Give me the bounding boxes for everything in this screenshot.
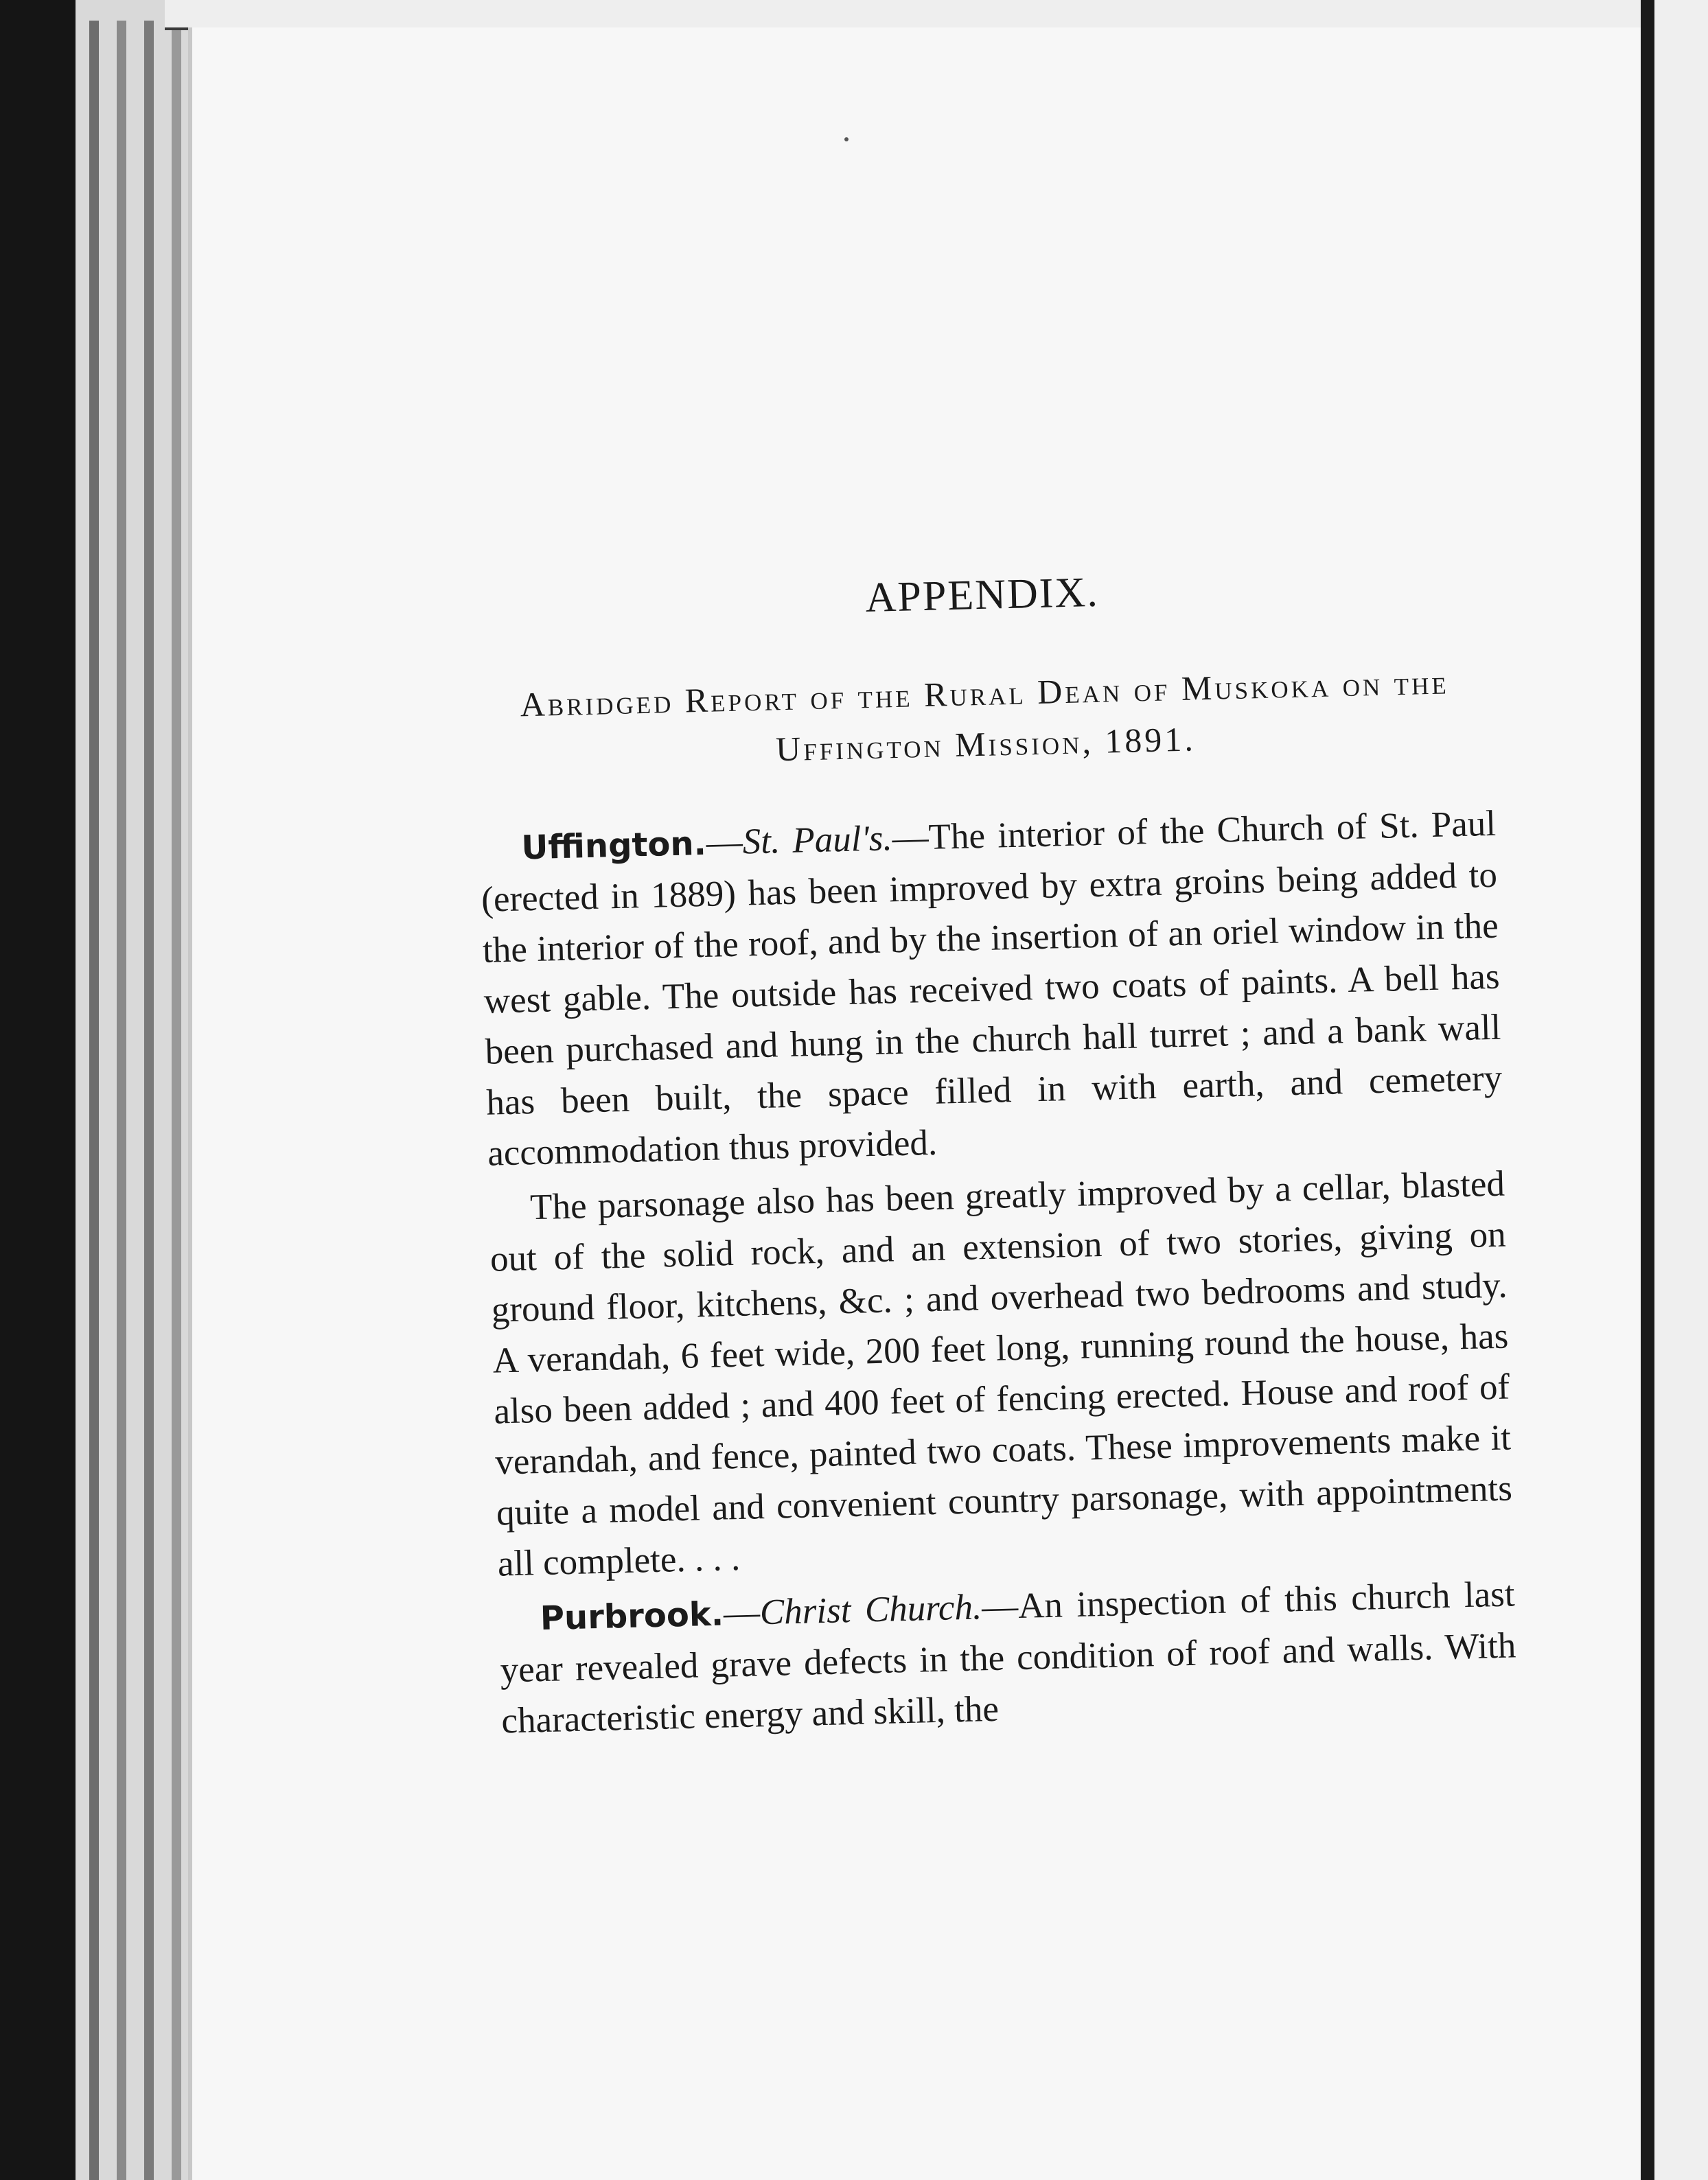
page-edge	[117, 21, 126, 2180]
report-heading: Abridged Report of the Rural Dean of Muskoka on the Uffington Mission, 1891.	[519, 662, 1450, 769]
place-name: Uffington.	[520, 824, 707, 868]
page-edge	[89, 21, 99, 2180]
place-name: Purbrook.	[540, 1595, 724, 1638]
gutter-shadow	[1641, 0, 1654, 2180]
paragraph-text: The interior of the Church of St. Paul (erected in 1889) has been improved by extra groins being added to the interior of the roof, and by the insertion of an oriel window in the west gable. The outside has received two coats of paints. A bell has been purchased and hung in the church hall turret ; and a bank wall has been built, the space filled in with earth, and cemetery accommodation thus provided.	[481, 803, 1503, 1174]
facing-page-edge	[1654, 0, 1708, 2180]
paragraph-text: An inspection of this church last year revealed grave defects in the condition of roof and walls. With characteristic energy and skill, the	[499, 1574, 1516, 1741]
ink-speck	[844, 137, 849, 141]
paragraph-text: The parsonage also has been greatly improved by a cellar, blasted out of the solid rock, and an extension of two stories, giving on ground floor, kitchens, &c. ; and overhead two bedrooms and study. A verandah, 6 feet wide, 200 feet long, running round the house, has also been added ; and 400 feet of fencing erected. House and roof of verandah, and fence, painted two coats. These improvements make it quite a model and convenient country parsonage, with appointments all complete. . . .	[489, 1163, 1513, 1584]
paragraph	[488, 1159, 1514, 1590]
church-name: Christ Church.	[759, 1587, 982, 1633]
page-edge	[144, 21, 154, 2180]
appendix-title: APPENDIX.	[864, 568, 1100, 622]
text-block	[474, 559, 1518, 1747]
paragraph: Purbrook.—Christ Church.—An inspection of this church last year revealed grave defects in the condition of roof and walls. With characteristic energy and skill, the	[499, 1574, 1516, 1741]
paragraph: Uffington.—St. Paul's.—The interior of the Church of St. Paul (erected in 1889) has been improved by extra groins being added to the interior of the roof, and by the insertion of an oriel window in the west gable. The outside has received two coats of paints. A bell has been purchased and hung in the church hall turret ; and a bank wall has been built, the space filled in with earth, and cemetery accommodation thus provided.	[481, 803, 1503, 1174]
page-edge	[172, 21, 181, 2180]
top-page-band	[165, 0, 1648, 30]
church-name: St. Paul's.	[741, 818, 893, 862]
